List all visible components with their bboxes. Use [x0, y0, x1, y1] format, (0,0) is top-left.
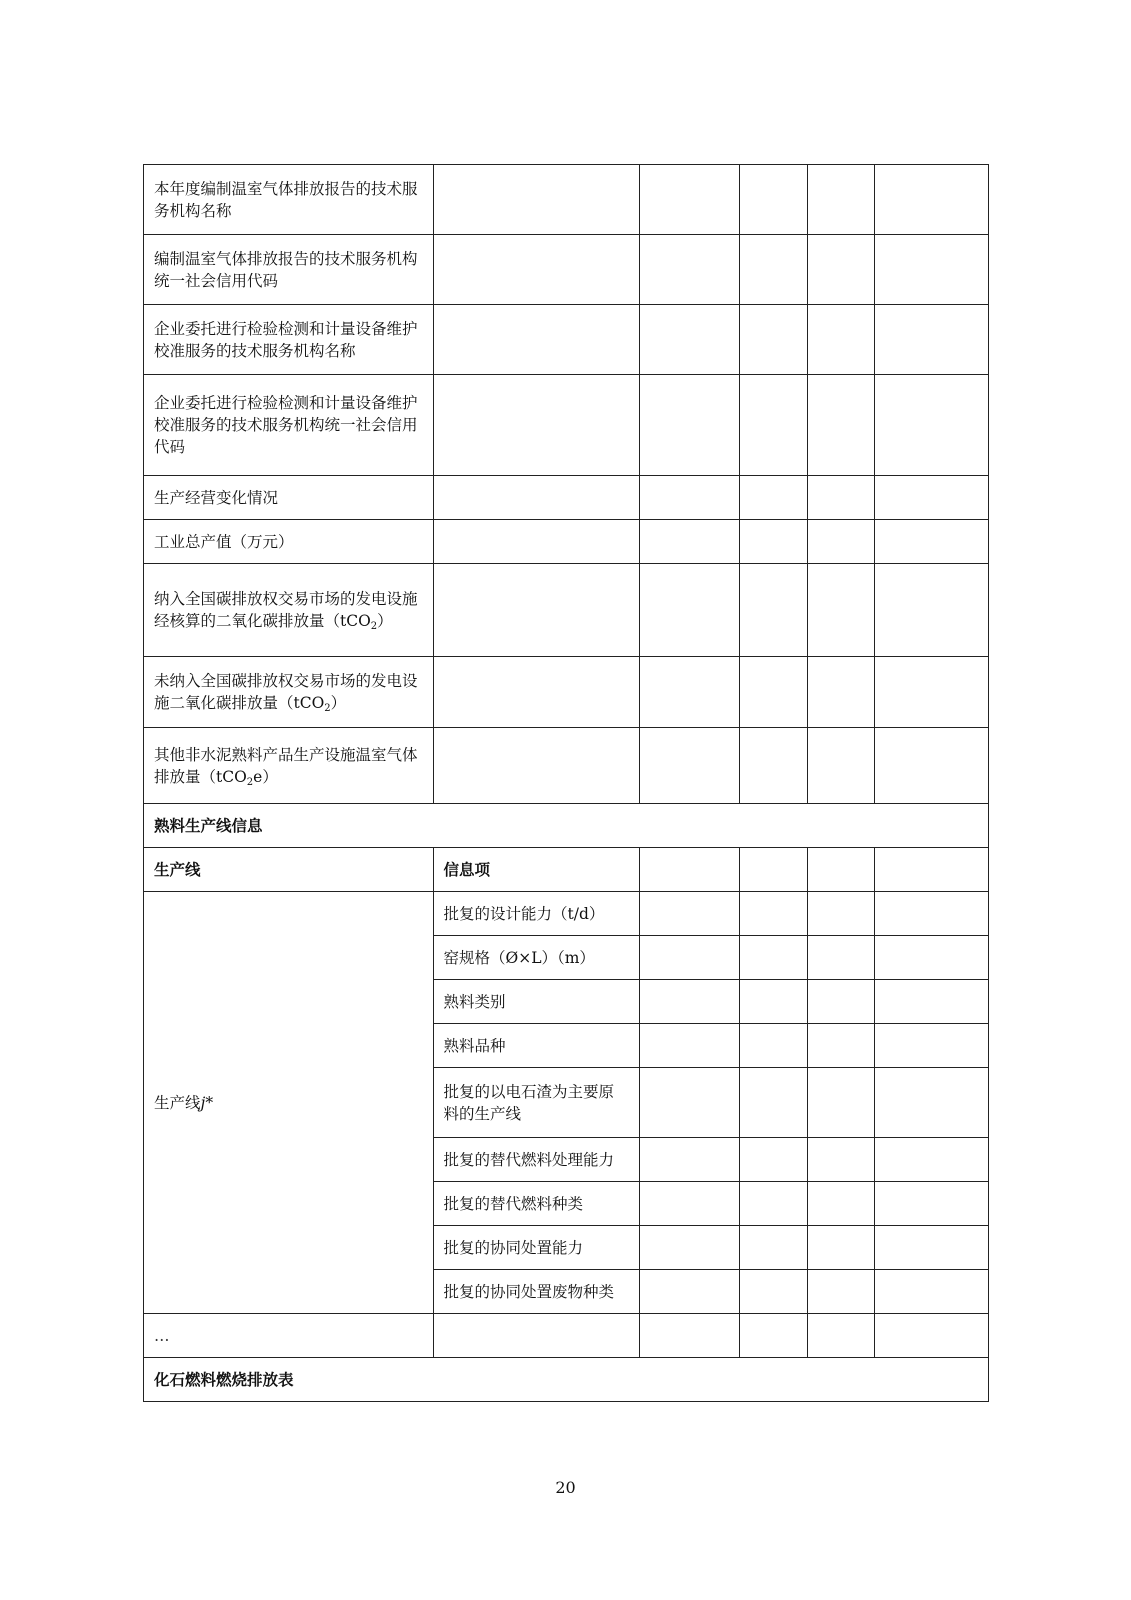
- value-cell: [433, 476, 640, 520]
- value-cell: [640, 375, 740, 476]
- value-cell: [807, 1024, 875, 1068]
- value-cell: [640, 892, 740, 936]
- value-cell: [807, 165, 875, 235]
- row-label-text: 未纳入全国碳排放权交易市场的发电设施二氧化碳排放量（tCO: [154, 672, 418, 712]
- value-cell: [875, 1138, 989, 1182]
- value-cell: [807, 235, 875, 305]
- row-label-text: 纳入全国碳排放权交易市场的发电设施经核算的二氧化碳排放量（tCO: [154, 590, 418, 630]
- value-cell: [807, 1068, 875, 1138]
- report-row: [144, 657, 989, 728]
- value-cell: [740, 564, 808, 657]
- value-cell: [640, 235, 740, 305]
- value-cell: [875, 728, 989, 804]
- row-label: [144, 728, 434, 804]
- value-cell: [875, 1314, 989, 1358]
- value-cell: [875, 375, 989, 476]
- value-cell: [875, 657, 989, 728]
- report-row: [144, 165, 989, 235]
- value-cell: [740, 1024, 808, 1068]
- row-label: 企业委托进行检验检测和计量设备维护校准服务的技术服务机构统一社会信用代码: [144, 375, 434, 476]
- value-cell: [740, 980, 808, 1024]
- value-cell: [640, 848, 740, 892]
- value-cell: [740, 848, 808, 892]
- value-cell: [640, 1068, 740, 1138]
- value-cell: [740, 1270, 808, 1314]
- value-cell: [433, 235, 640, 305]
- report-row: [144, 375, 989, 476]
- value-cell: [807, 936, 875, 980]
- value-cell: [875, 476, 989, 520]
- value-cell: [640, 564, 740, 657]
- value-cell: [875, 564, 989, 657]
- value-cell: [875, 305, 989, 375]
- value-cell: [640, 1314, 740, 1358]
- value-cell: [740, 1226, 808, 1270]
- value-cell: [740, 235, 808, 305]
- value-cell: [433, 165, 640, 235]
- value-cell: [740, 520, 808, 564]
- value-cell: [807, 892, 875, 936]
- value-cell: [807, 1182, 875, 1226]
- production-line-text: 生产线: [154, 1093, 201, 1112]
- value-cell: [740, 1182, 808, 1226]
- row-label: [144, 564, 434, 657]
- info-item-label: 熟料类别: [433, 980, 640, 1024]
- value-cell: [640, 1024, 740, 1068]
- info-item-label: 熟料品种: [433, 1024, 640, 1068]
- value-cell: [875, 165, 989, 235]
- report-row: [144, 305, 989, 375]
- value-cell: [640, 1270, 740, 1314]
- row-label: 企业委托进行检验检测和计量设备维护校准服务的技术服务机构名称: [144, 305, 434, 375]
- section-header-row: [144, 1358, 989, 1402]
- value-cell: [807, 564, 875, 657]
- value-cell: [740, 892, 808, 936]
- value-cell: [875, 1226, 989, 1270]
- value-cell: [740, 657, 808, 728]
- row-label: 工业总产值（万元）: [144, 520, 434, 564]
- value-cell: [640, 305, 740, 375]
- value-cell: [875, 1182, 989, 1226]
- report-row: [144, 564, 989, 657]
- value-cell: [740, 305, 808, 375]
- info-item-label: 批复的协同处置能力: [433, 1226, 640, 1270]
- value-cell: [875, 848, 989, 892]
- value-cell: [740, 165, 808, 235]
- value-cell: [740, 728, 808, 804]
- row-label: [144, 657, 434, 728]
- info-item-label: 批复的替代燃料处理能力: [433, 1138, 640, 1182]
- row-label-suffix: ）: [330, 694, 347, 712]
- ellipsis-row: [144, 1314, 989, 1358]
- value-cell: [640, 1138, 740, 1182]
- value-cell: [807, 1138, 875, 1182]
- value-cell: [807, 657, 875, 728]
- value-cell: [740, 375, 808, 476]
- required-mark: *: [205, 1093, 214, 1112]
- info-item-label: 批复的以电石渣为主要原料的生产线: [433, 1068, 640, 1138]
- value-cell: [875, 980, 989, 1024]
- column-header-row: [144, 848, 989, 892]
- value-cell: [807, 980, 875, 1024]
- value-cell: [807, 1270, 875, 1314]
- value-cell: [740, 1138, 808, 1182]
- report-row: [144, 235, 989, 305]
- fuel-section-title: 化石燃料燃烧排放表: [144, 1358, 989, 1402]
- value-cell: [433, 728, 640, 804]
- value-cell: [807, 375, 875, 476]
- info-item-label: 批复的协同处置废物种类: [433, 1270, 640, 1314]
- value-cell: [875, 1068, 989, 1138]
- report-form-table: [143, 164, 989, 1402]
- value-cell: [807, 476, 875, 520]
- value-cell: [740, 936, 808, 980]
- value-cell: [640, 165, 740, 235]
- report-row: [144, 728, 989, 804]
- value-cell: [433, 520, 640, 564]
- line-index-variable: j: [200, 1093, 206, 1112]
- value-cell: [807, 728, 875, 804]
- info-item-label: 批复的设计能力（t/d）: [433, 892, 640, 936]
- value-cell: [640, 1182, 740, 1226]
- value-cell: [640, 728, 740, 804]
- row-label: 编制温室气体排放报告的技术服务机构统一社会信用代码: [144, 235, 434, 305]
- value-cell: [807, 1314, 875, 1358]
- value-cell: [640, 980, 740, 1024]
- row-label: 本年度编制温室气体排放报告的技术服务机构名称: [144, 165, 434, 235]
- value-cell: [433, 375, 640, 476]
- value-cell: [640, 520, 740, 564]
- value-cell: [875, 520, 989, 564]
- section-header-row: [144, 804, 989, 848]
- value-cell: [433, 564, 640, 657]
- value-cell: [875, 936, 989, 980]
- value-cell: [875, 235, 989, 305]
- production-line-header: 生产线: [144, 848, 434, 892]
- value-cell: [640, 1226, 740, 1270]
- value-cell: [807, 305, 875, 375]
- subscript: 2: [324, 703, 331, 714]
- subscript: 2: [370, 621, 378, 632]
- page-number: 20: [555, 1478, 576, 1497]
- value-cell: [433, 305, 640, 375]
- value-cell: [640, 476, 740, 520]
- info-item-label: 批复的替代燃料种类: [433, 1182, 640, 1226]
- row-label: 生产经营变化情况: [144, 476, 434, 520]
- value-cell: [807, 848, 875, 892]
- report-row: [144, 476, 989, 520]
- value-cell: [640, 657, 740, 728]
- subscript: 2: [246, 776, 254, 788]
- value-cell: [640, 936, 740, 980]
- value-cell: [433, 1314, 640, 1358]
- value-cell: [740, 1314, 808, 1358]
- row-label-suffix: e）: [253, 767, 278, 786]
- value-cell: [807, 520, 875, 564]
- production-line-label: [144, 892, 434, 1314]
- info-item-label: 窑规格（Ø×L）（m）: [433, 936, 640, 980]
- ellipsis: …: [144, 1314, 434, 1358]
- report-row: [144, 520, 989, 564]
- value-cell: [433, 657, 640, 728]
- info-item-row: [144, 892, 989, 936]
- value-cell: [740, 1068, 808, 1138]
- value-cell: [875, 1024, 989, 1068]
- value-cell: [807, 1226, 875, 1270]
- value-cell: [740, 476, 808, 520]
- row-label-suffix: ）: [377, 612, 393, 630]
- value-cell: [875, 892, 989, 936]
- info-item-header: 信息项: [433, 848, 640, 892]
- clinker-section-title: 熟料生产线信息: [144, 804, 989, 848]
- row-label-text: 其他非水泥熟料产品生产设施温室气体排放量（tCO: [154, 745, 418, 786]
- value-cell: [875, 1270, 989, 1314]
